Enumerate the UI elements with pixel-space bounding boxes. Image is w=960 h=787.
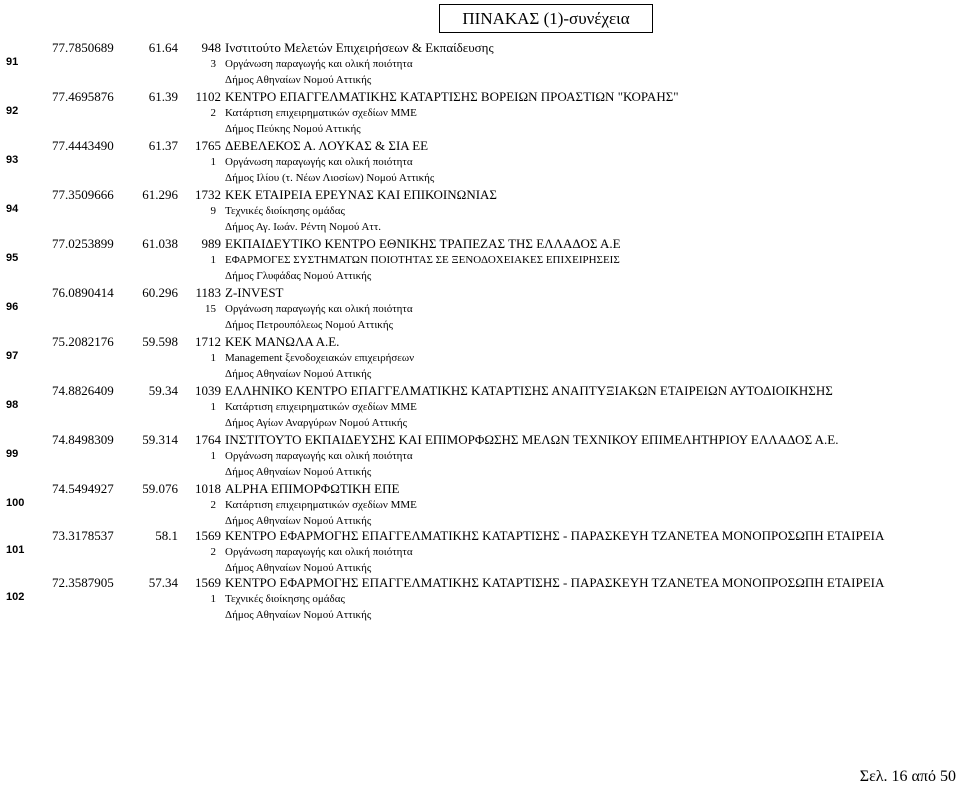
table-row — [0, 138, 960, 186]
percent-value: 60.296 — [142, 285, 178, 300]
percent-value: 61.64 — [148, 40, 178, 55]
program-title: Οργάνωση παραγωγής και ολική ποιότητα — [225, 450, 413, 462]
program-title: Οργάνωση παραγωγής και ολική ποιότητα — [225, 58, 413, 70]
percent-value: 57.34 — [148, 575, 178, 590]
provider-name: Z-INVEST — [225, 285, 284, 300]
row-number: 97 — [6, 350, 19, 362]
program-title: Κατάρτιση επιχειρηματικών σχεδίων ΜΜΕ — [225, 401, 417, 413]
provider-code: 1732 — [195, 187, 221, 202]
score-value: 77.7850689 — [52, 40, 114, 55]
provider-name: ΚΕΚ ΕΤΑΙΡΕΙΑ ΕΡΕΥΝΑΣ ΚΑΙ ΕΠΙΚΟΙΝΩΝΙΑΣ — [225, 187, 497, 202]
row-number: 92 — [6, 105, 19, 117]
provider-name: ΚΕΝΤΡΟ ΕΠΑΓΓΕΛΜΑΤΙΚΗΣ ΚΑΤΑΡΤΙΣΗΣ ΒΟΡΕΙΩΝ ΠΡΟΑΣΤΙΩΝ "ΚΟΡΑΗΣ" — [225, 89, 679, 104]
provider-code: 989 — [201, 236, 221, 251]
provider-code: 1039 — [195, 383, 221, 398]
score-value: 77.0253899 — [52, 236, 114, 251]
program-count: 1 — [210, 156, 216, 168]
municipality: Δήμος Πεύκης Νομού Αττικής — [225, 123, 361, 135]
program-count: 2 — [210, 107, 216, 119]
provider-code: 1183 — [195, 285, 221, 300]
percent-value: 61.038 — [142, 236, 178, 251]
provider-code: 1569 — [195, 528, 221, 543]
program-count: 9 — [210, 205, 216, 217]
table-row — [0, 334, 960, 382]
provider-code: 1712 — [195, 334, 221, 349]
table-row — [0, 187, 960, 235]
table-row — [0, 432, 960, 480]
provider-code: 948 — [201, 40, 221, 55]
percent-value: 59.314 — [142, 432, 178, 447]
percent-value: 61.296 — [142, 187, 178, 202]
provider-name: ΙΝΣΤΙΤΟΥΤΟ ΕΚΠΑΙΔΕΥΣΗΣ ΚΑΙ ΕΠΙΜΟΡΦΩΣΗΣ ΜΕΛΩΝ ΤΕΧΝΙΚΟΥ ΕΠΙΜΕΛΗΤΗΡΙΟΥ ΕΛΛΑΔΟΣ Α.Ε. — [225, 432, 839, 447]
score-value: 77.3509666 — [52, 187, 114, 202]
provider-name: ΚΕΝΤΡΟ ΕΦΑΡΜΟΓΗΣ ΕΠΑΓΓΕΛΜΑΤΙΚΗΣ ΚΑΤΑΡΤΙΣΗΣ - ΠΑΡΑΣΚΕΥΗ ΤΖΑΝΕΤΕΑ ΜΟΝΟΠΡΟΣΩΠΗ ΕΤΑΙΡΕΙΑ — [225, 575, 885, 590]
provider-name: ΔΕΒΕΛΕΚΟΣ Α. ΛΟΥΚΑΣ & ΣΙΑ ΕΕ — [225, 138, 429, 153]
provider-name: ΚΕΚ ΜΑΝΩΛΑ Α.Ε. — [225, 334, 340, 349]
page-number: Σελ. 16 από 50 — [859, 768, 956, 785]
score-value: 76.0890414 — [52, 285, 114, 300]
provider-name: ΚΕΝΤΡΟ ΕΦΑΡΜΟΓΗΣ ΕΠΑΓΓΕΛΜΑΤΙΚΗΣ ΚΑΤΑΡΤΙΣΗΣ - ΠΑΡΑΣΚΕΥΗ ΤΖΑΝΕΤΕΑ ΜΟΝΟΠΡΟΣΩΠΗ ΕΤΑΙΡΕΙΑ — [225, 528, 885, 543]
municipality: Δήμος Αθηναίων Νομού Αττικής — [225, 368, 372, 380]
program-title: Οργάνωση παραγωγής και ολική ποιότητα — [225, 303, 413, 315]
score-value: 74.8826409 — [52, 383, 114, 398]
row-number: 95 — [6, 252, 19, 264]
provider-code: 1018 — [195, 481, 221, 496]
score-value: 74.5494927 — [52, 481, 114, 496]
municipality: Δήμος Γλυφάδας Νομού Αττικής — [225, 270, 372, 282]
provider-name: ΕΛΛΗΝΙΚΟ ΚΕΝΤΡΟ ΕΠΑΓΓΕΛΜΑΤΙΚΗΣ ΚΑΤΑΡΤΙΣΗΣ ΑΝΑΠΤΥΞΙΑΚΩΝ ΕΤΑΙΡΕΙΩΝ ΑΥΤΟΔΙΟΙΚΗΣΗΣ — [225, 383, 833, 398]
percent-value: 61.37 — [148, 138, 178, 153]
provider-code: 1764 — [195, 432, 221, 447]
row-number: 96 — [6, 301, 19, 313]
program-count: 1 — [210, 450, 216, 462]
percent-value: 59.34 — [148, 383, 178, 398]
table-row — [0, 383, 960, 431]
program-title: ΕΦΑΡΜΟΓΕΣ ΣΥΣΤΗΜΑΤΩΝ ΠΟΙΟΤΗΤΑΣ ΣΕ ΞΕΝΟΔΟΧΕΙΑΚΕΣ ΕΠΙΧΕΙΡΗΣΕΙΣ — [225, 254, 620, 266]
table-row — [0, 236, 960, 284]
table-row — [0, 285, 960, 333]
program-title: Οργάνωση παραγωγής και ολική ποιότητα — [225, 156, 413, 168]
row-number: 101 — [6, 544, 25, 556]
score-value: 77.4695876 — [52, 89, 114, 104]
row-number: 91 — [6, 56, 19, 68]
program-title: Τεχνικές διοίκησης ομάδας — [225, 205, 345, 217]
percent-value: 58.1 — [155, 528, 178, 543]
percent-value: 59.598 — [142, 334, 178, 349]
municipality: Δήμος Αθηναίων Νομού Αττικής — [225, 562, 372, 574]
provider-code: 1102 — [195, 89, 221, 104]
table-row — [0, 575, 960, 623]
percent-value: 59.076 — [142, 481, 178, 496]
municipality: Δήμος Πετρουπόλεως Νομού Αττικής — [225, 319, 393, 331]
row-number: 102 — [6, 591, 25, 603]
table-row — [0, 40, 960, 88]
row-number: 93 — [6, 154, 19, 166]
percent-value: 61.39 — [148, 89, 178, 104]
municipality: Δήμος Αγίων Αναργύρων Νομού Αττικής — [225, 417, 408, 429]
provider-name: ΕΚΠΑΙΔΕΥΤΙΚΟ ΚΕΝΤΡΟ ΕΘΝΙΚΗΣ ΤΡΑΠΕΖΑΣ ΤΗΣ ΕΛΛΑΔΟΣ Α.Ε — [225, 236, 621, 251]
score-value: 73.3178537 — [52, 528, 114, 543]
score-value: 75.2082176 — [52, 334, 114, 349]
municipality: Δήμος Αθηναίων Νομού Αττικής — [225, 515, 372, 527]
row-number: 98 — [6, 399, 19, 411]
municipality: Δήμος Αθηναίων Νομού Αττικής — [225, 74, 372, 86]
program-count: 2 — [210, 546, 216, 558]
program-count: 1 — [210, 593, 216, 605]
table-title: ΠΙΝΑΚΑΣ (1)-συνέχεια — [439, 4, 653, 33]
score-value: 72.3587905 — [52, 575, 114, 590]
provider-code: 1569 — [195, 575, 221, 590]
program-title: Management ξενοδοχειακών επιχειρήσεων — [225, 352, 415, 364]
municipality: Δήμος Αθηναίων Νομού Αττικής — [225, 609, 372, 621]
municipality: Δήμος Ιλίου (τ. Νέων Λιοσίων) Νομού Αττικής — [225, 172, 435, 184]
provider-code: 1765 — [195, 138, 221, 153]
program-count: 2 — [210, 499, 216, 511]
program-count: 3 — [210, 58, 216, 70]
program-count: 1 — [210, 401, 216, 413]
municipality: Δήμος Αθηναίων Νομού Αττικής — [225, 466, 372, 478]
program-count: 15 — [205, 303, 216, 315]
program-count: 1 — [210, 352, 216, 364]
municipality: Δήμος Αγ. Ιωάν. Ρέντη Νομού Αττ. — [225, 221, 382, 233]
provider-name: Ινστιτούτο Μελετών Επιχειρήσεων & Εκπαίδευσης — [225, 40, 494, 55]
row-number: 99 — [6, 448, 19, 460]
table-row — [0, 89, 960, 137]
program-count: 1 — [210, 254, 216, 266]
program-title: Κατάρτιση επιχειρηματικών σχεδίων ΜΜΕ — [225, 107, 417, 119]
table-row — [0, 481, 960, 529]
table-row — [0, 528, 960, 576]
program-title: Τεχνικές διοίκησης ομάδας — [225, 593, 345, 605]
score-value: 77.4443490 — [52, 138, 114, 153]
score-value: 74.8498309 — [52, 432, 114, 447]
program-title: Κατάρτιση επιχειρηματικών σχεδίων ΜΜΕ — [225, 499, 417, 511]
row-number: 94 — [6, 203, 19, 215]
row-number: 100 — [6, 497, 25, 509]
program-title: Οργάνωση παραγωγής και ολική ποιότητα — [225, 546, 413, 558]
provider-name: ALPHA ΕΠΙΜΟΡΦΩΤΙΚΗ ΕΠΕ — [225, 481, 400, 496]
